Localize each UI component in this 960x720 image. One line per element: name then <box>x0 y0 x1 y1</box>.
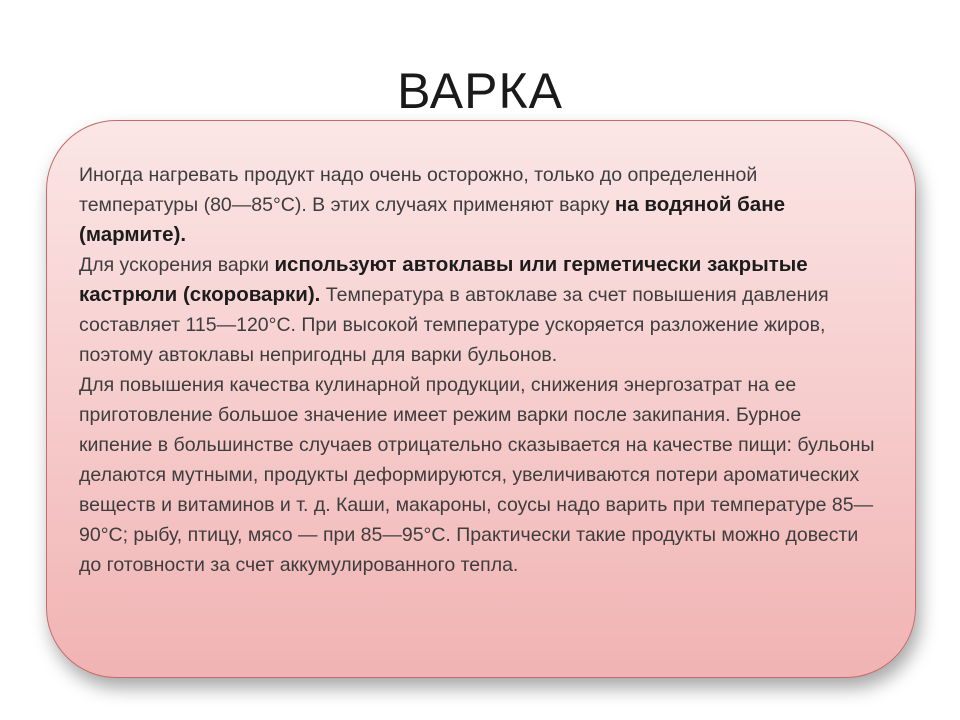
paragraph-text: Температура в автоклаве за счет повышения давления составляет 115—120°С. При высокой температуре ускоряется разложение жиров, поэтому автоклавы непригодны для варки бульонов. <box>79 284 829 366</box>
highlight-text: на водяной бане (мармите). <box>79 193 785 246</box>
paragraph-text: Иногда нагревать продукт надо очень осторожно, только до определенной температуры (80—85°С). В этих случаях применяют варку <box>79 164 758 216</box>
highlight-text: используют автоклавы или герметически закрытые кастрюли (скороварки). <box>79 253 808 306</box>
slide-title: ВАРКА <box>397 63 563 119</box>
paragraph-boiling-mode <box>79 370 879 580</box>
paragraph-autoclave <box>79 250 879 370</box>
paragraph-text: Для ускорения варки <box>79 254 275 276</box>
paragraph-text: Для повышения качества кулинарной продукции, снижения энергозатрат на ее приготовление большое значение имеет режим варки после закипания. Бурное кипение в большинстве случаев отрицательно сказывается на качестве пищи: бульоны делаются мутными, продукты деформируются, увеличиваются потери ароматических веществ и витаминов и т. д. Каши, макароны, соусы надо варить при температуре 85— 90°С; рыбу, птицу, мясо — при 85—95°С. Практически такие продукты можно довести до готовности за счет аккумулированного тепла. <box>79 374 875 576</box>
paragraph-water-bath <box>79 160 879 250</box>
slide-body <box>79 160 879 580</box>
